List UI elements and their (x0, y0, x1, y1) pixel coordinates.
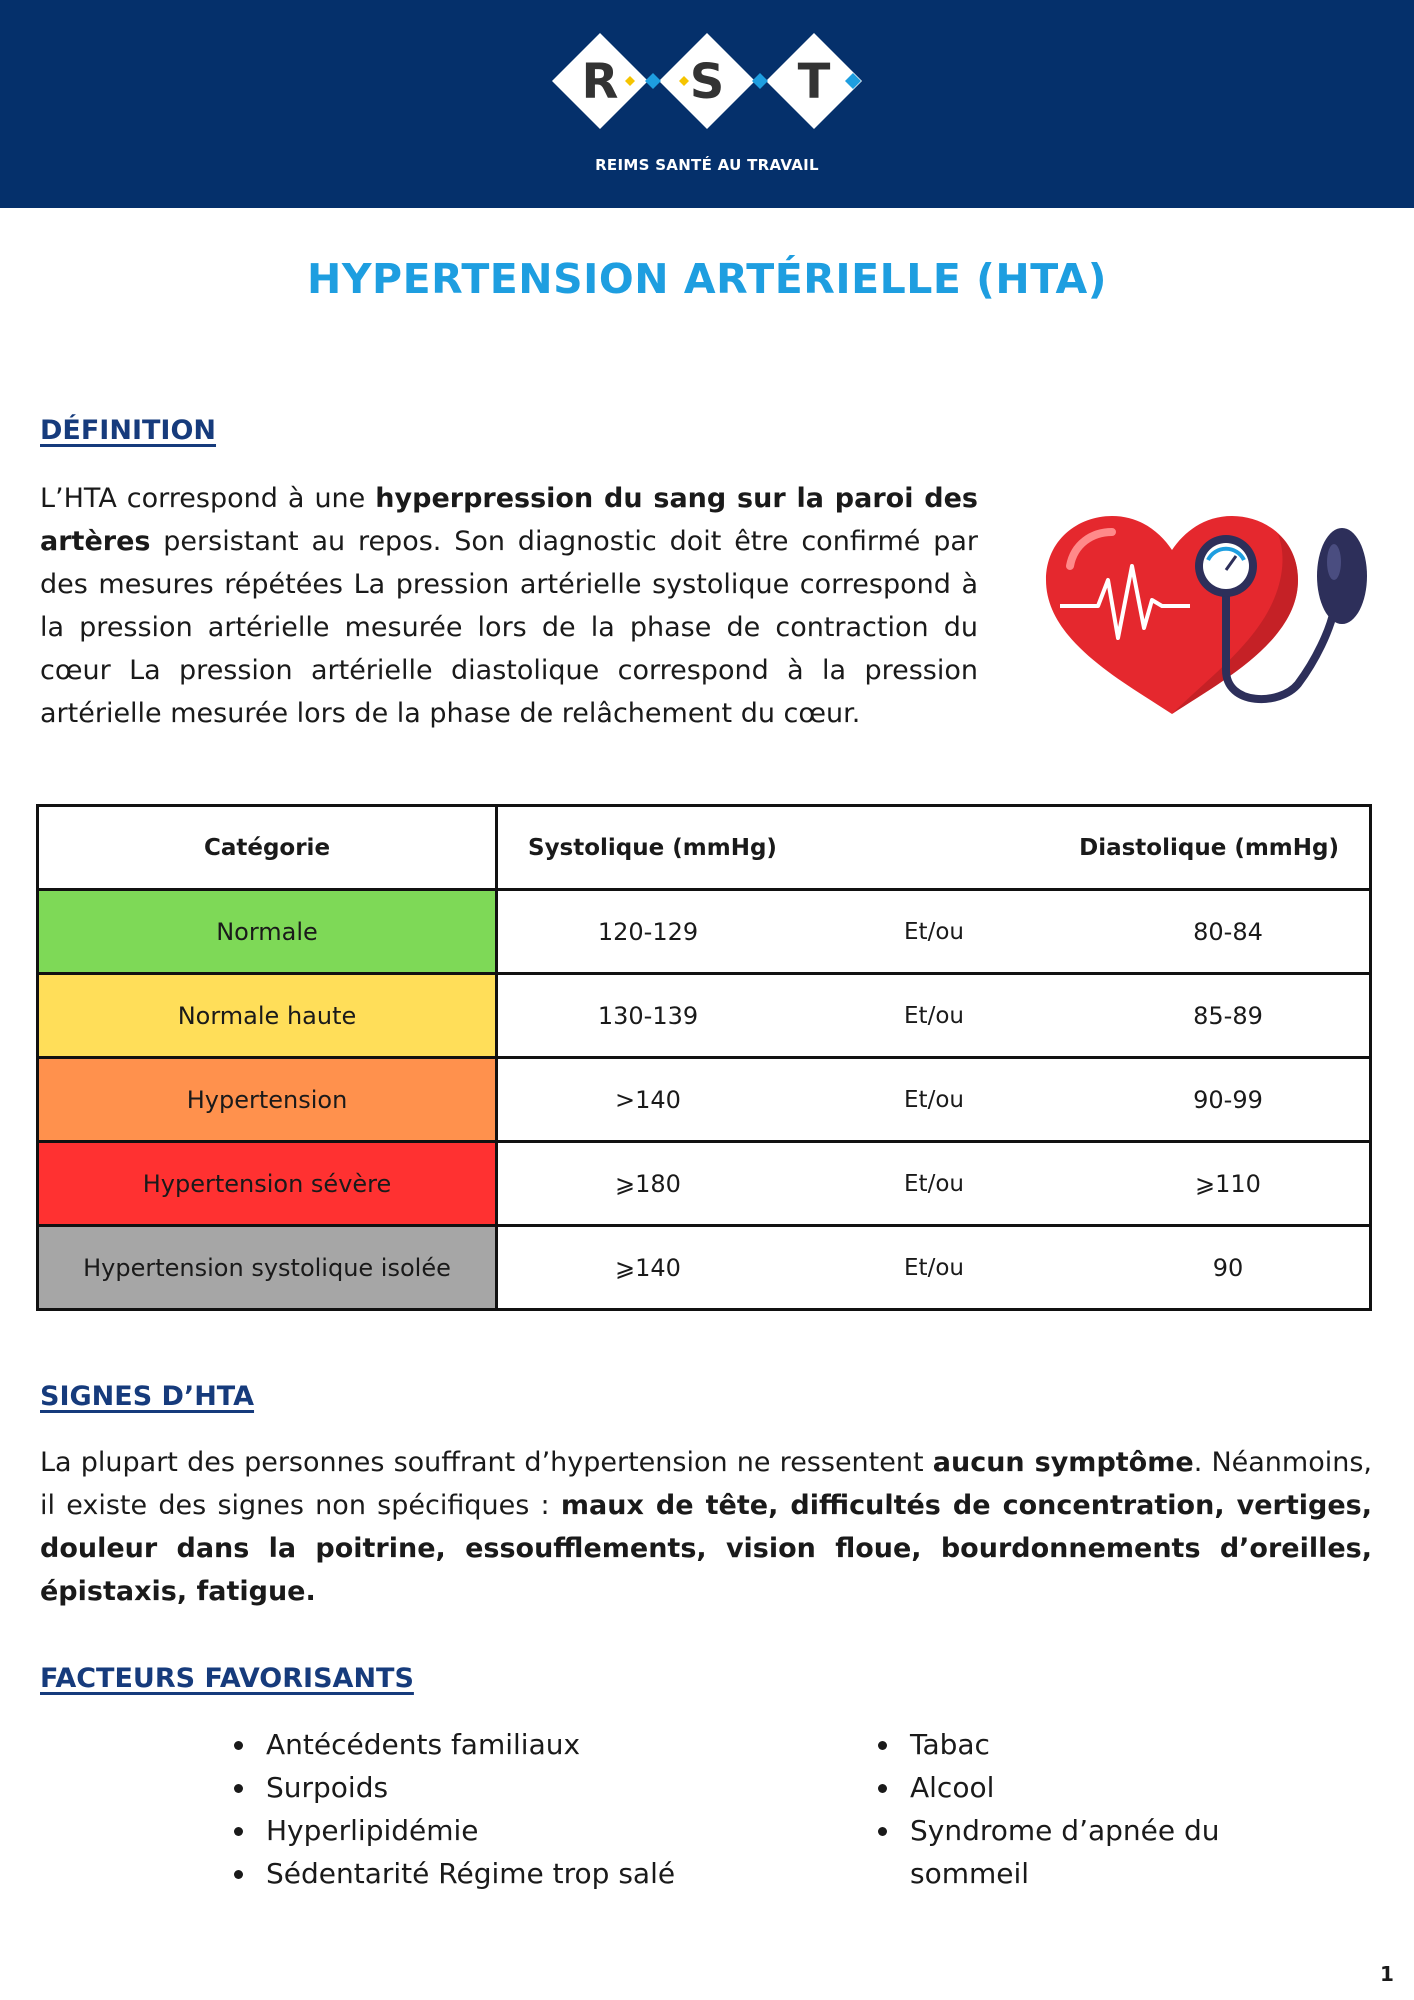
systolic-value: 130-139 (597, 1001, 699, 1030)
logo-letter-s: S (689, 54, 725, 110)
systolic-value: 120-129 (597, 917, 699, 946)
signs-text-2: . Néanmoins, il existe des signes non spécifiques : (40, 1447, 1373, 1521)
category-cell: Normale (38, 890, 497, 974)
definition-bold-1: hyperpression du sang sur la paroi des artères (40, 483, 978, 557)
diastolic-value: 85-89 (1193, 1001, 1263, 1030)
category-cell: Hypertension (38, 1058, 497, 1142)
table-header-row (38, 806, 1371, 890)
list-item: • Syndrome d’apnée du sommeil (902, 1809, 1262, 1895)
signs-text-1: La plupart des personnes souffrant d’hypertension ne ressentent (40, 1447, 933, 1478)
header-systolic: Systolique (mmHg) (528, 834, 777, 861)
blood-pressure-table (36, 804, 1372, 1311)
diastolic-value: 80-84 (1193, 917, 1263, 946)
factors-heading: FACTEURS FAVORISANTS (40, 1663, 414, 1694)
stethoscope-gauge-icon (1195, 535, 1257, 597)
table-row (38, 1142, 1371, 1226)
list-item: • Tabac (902, 1723, 1262, 1766)
rst-logo (552, 26, 862, 156)
connector-text: Et/ou (904, 1002, 964, 1029)
table-row (38, 1226, 1371, 1310)
list-item: • Sédentarité Régime trop salé (258, 1852, 818, 1895)
values-cell (497, 1226, 1371, 1310)
header-category: Catégorie (38, 806, 497, 890)
header-values (497, 806, 1371, 890)
signs-bold-2: maux de tête, difficultés de concentration, vertiges, douleur dans la poitrine, essoufflements, vision floue, bourdonnements d’oreilles, épistaxis, fatigue. (40, 1490, 1372, 1607)
diastolic-value: ⩾110 (1195, 1169, 1261, 1198)
systolic-value: ⩾140 (615, 1253, 681, 1282)
heart-illustration (1040, 510, 1372, 720)
category-cell: Hypertension sévère (38, 1142, 497, 1226)
values-cell (497, 974, 1371, 1058)
definition-heading: DÉFINITION (40, 415, 217, 446)
list-item: • Hyperlipidémie (258, 1809, 818, 1852)
page-number: 1 (1380, 1962, 1394, 1986)
header-banner (0, 0, 1414, 208)
signs-bold-1: aucun symptôme (932, 1447, 1194, 1478)
connector-text: Et/ou (904, 1170, 964, 1197)
definition-text-1: L’HTA correspond à une (40, 483, 376, 514)
values-cell (497, 890, 1371, 974)
values-cell (497, 1058, 1371, 1142)
table-row (38, 974, 1371, 1058)
logo-letter-t: T (797, 54, 831, 110)
table-row (38, 1058, 1371, 1142)
signs-paragraph (40, 1441, 1372, 1613)
definition-paragraph (40, 477, 978, 735)
definition-text-2: persistant au repos. Son diagnostic doit être confirmé par des mesures répétées La pression artérielle systolique correspond à la pression artérielle mesurée lors de la phase de contraction du cœur La pression artérielle diastolique correspond à la pression artérielle mesurée lors de la phase de relâchement du cœur. (40, 526, 978, 729)
category-cell: Hypertension systolique isolée (38, 1226, 497, 1310)
systolic-value: >140 (615, 1085, 681, 1114)
values-cell (497, 1142, 1371, 1226)
logo-tagline: REIMS SANTÉ AU TRAVAIL (595, 156, 819, 174)
category-cell: Normale haute (38, 974, 497, 1058)
systolic-value: ⩾180 (615, 1169, 681, 1198)
logo-letter-r: R (581, 54, 619, 110)
pressure-bulb-icon (1317, 528, 1367, 624)
diastolic-value: 90 (1212, 1253, 1244, 1282)
connector-text: Et/ou (904, 918, 964, 945)
signs-heading: SIGNES D’HTA (40, 1381, 255, 1412)
list-item: • Antécédents familiaux (258, 1723, 818, 1766)
factors-list-left (224, 1723, 818, 1895)
diastolic-value: 90-99 (1193, 1085, 1263, 1114)
list-item: • Alcool (902, 1766, 1262, 1809)
connector-text: Et/ou (904, 1086, 964, 1113)
table-row (38, 890, 1371, 974)
factors-list-right (868, 1723, 1262, 1895)
header-diastolic: Diastolique (mmHg) (1079, 834, 1339, 861)
connector-text: Et/ou (904, 1254, 964, 1281)
list-item: • Surpoids (258, 1766, 818, 1809)
page-title: HYPERTENSION ARTÉRIELLE (HTA) (307, 255, 1107, 303)
